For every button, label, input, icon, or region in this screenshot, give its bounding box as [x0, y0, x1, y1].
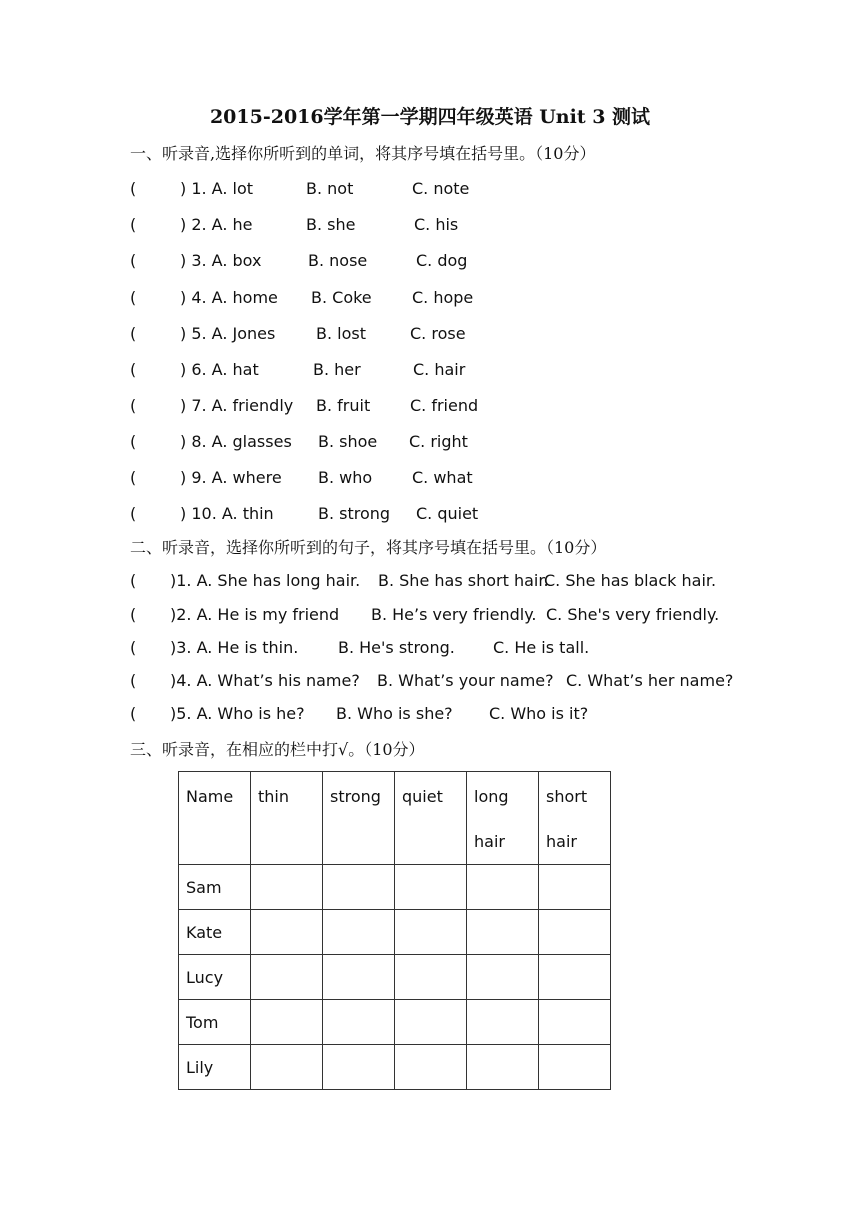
section-1-question [0, 213, 860, 237]
option-c: C. She has black hair. [544, 571, 717, 590]
option-b: B. Who is she? [336, 704, 453, 723]
tick-cell[interactable] [251, 1045, 323, 1090]
option-c: C. hair [413, 360, 466, 379]
answer-bracket[interactable]: ( [130, 671, 137, 690]
page-title: 2015-2016学年第一学期四年级英语 Unit 3 测试 [209, 106, 651, 128]
tick-cell[interactable] [395, 1045, 467, 1090]
section-1-question [0, 430, 860, 454]
tick-cell[interactable] [539, 955, 611, 1000]
column-header [467, 772, 539, 865]
option-a: ) 6. A. hat [180, 360, 259, 379]
section-1-question [0, 322, 860, 346]
tick-cell[interactable] [467, 1000, 539, 1045]
section-2-question [0, 702, 860, 726]
option-b: B. lost [316, 324, 366, 343]
option-c: C. Who is it? [489, 704, 589, 723]
option-c: C. his [414, 215, 459, 234]
answer-table [178, 771, 611, 1090]
student-name: Lucy [179, 955, 251, 1000]
option-a: )4. A. What’s his name? [170, 671, 360, 690]
option-b: B. What’s your name? [377, 671, 554, 690]
section-1-question [0, 394, 860, 418]
student-name: Tom [179, 1000, 251, 1045]
answer-bracket[interactable]: ( [130, 605, 137, 624]
option-a: ) 10. A. thin [180, 504, 274, 523]
tick-cell[interactable] [251, 955, 323, 1000]
option-c: C. friend [410, 396, 479, 415]
tick-cell[interactable] [467, 865, 539, 910]
option-a: )2. A. He is my friend [170, 605, 340, 624]
tick-cell[interactable] [467, 1045, 539, 1090]
option-b: B. not [306, 179, 354, 198]
tick-cell[interactable] [323, 1045, 395, 1090]
option-c: C. what [412, 468, 473, 487]
tick-cell[interactable] [323, 910, 395, 955]
column-header-label-line-2: hair [474, 832, 505, 851]
column-header-label: Name [186, 787, 234, 806]
option-a: )1. A. She has long hair. [170, 571, 361, 590]
tick-cell[interactable] [395, 1000, 467, 1045]
tick-cell[interactable] [539, 1000, 611, 1045]
tick-cell[interactable] [251, 1000, 323, 1045]
answer-bracket[interactable]: ( [130, 324, 137, 343]
option-a: )3. A. He is thin. [170, 638, 299, 657]
answer-bracket[interactable]: ( [130, 504, 137, 523]
section-2-heading: 二、听录音，选择你所听到的句子，将其序号填在括号里。（10分） [130, 538, 607, 557]
table-row [179, 1045, 611, 1090]
answer-bracket[interactable]: ( [130, 179, 137, 198]
student-name: Lily [179, 1045, 251, 1090]
option-c: C. note [412, 179, 470, 198]
column-header-label-line-2: hair [546, 832, 577, 851]
option-c: C. right [409, 432, 468, 451]
column-header [395, 772, 467, 865]
section-1-question [0, 358, 860, 382]
column-header-label: quiet [402, 787, 443, 806]
student-name: Sam [179, 865, 251, 910]
option-c: C. rose [410, 324, 466, 343]
option-b: B. fruit [316, 396, 371, 415]
section-2-question [0, 669, 860, 693]
option-c: C. What’s her name? [566, 671, 734, 690]
table-row [179, 865, 611, 910]
tick-cell[interactable] [323, 955, 395, 1000]
option-b: B. Coke [311, 288, 372, 307]
option-a: )5. A. Who is he? [170, 704, 305, 723]
answer-bracket[interactable]: ( [130, 571, 137, 590]
tick-cell[interactable] [395, 955, 467, 1000]
section-1-question [0, 502, 860, 526]
option-a: ) 5. A. Jones [180, 324, 276, 343]
tick-cell[interactable] [467, 910, 539, 955]
option-b: B. He's strong. [338, 638, 455, 657]
table-row [179, 1000, 611, 1045]
tick-cell[interactable] [539, 910, 611, 955]
tick-cell[interactable] [251, 910, 323, 955]
answer-bracket[interactable]: ( [130, 360, 137, 379]
column-header-label: strong [330, 787, 381, 806]
tick-cell[interactable] [395, 910, 467, 955]
option-b: B. strong [318, 504, 391, 523]
tick-cell[interactable] [539, 1045, 611, 1090]
answer-bracket[interactable]: ( [130, 251, 137, 270]
tick-cell[interactable] [467, 955, 539, 1000]
option-b: B. her [313, 360, 361, 379]
section-3-heading: 三、听录音，在相应的栏中打√。（10分） [130, 740, 425, 759]
column-header-label: long [474, 787, 509, 806]
section-1-heading: 一、听录音,选择你所听到的单词，将其序号填在括号里。（10分） [130, 144, 596, 163]
column-header [251, 772, 323, 865]
section-2-question [0, 636, 860, 660]
section-1-question [0, 286, 860, 310]
option-a: ) 2. A. he [180, 215, 253, 234]
option-b: B. she [306, 215, 356, 234]
answer-bracket[interactable]: ( [130, 432, 137, 451]
option-b: B. who [318, 468, 373, 487]
column-header [179, 772, 251, 865]
tick-cell[interactable] [323, 1000, 395, 1045]
section-1-question [0, 466, 860, 490]
table-row [179, 955, 611, 1000]
answer-bracket[interactable]: ( [130, 396, 137, 415]
answer-bracket[interactable]: ( [130, 468, 137, 487]
tick-cell[interactable] [323, 865, 395, 910]
option-b: B. nose [308, 251, 368, 270]
option-a: ) 3. A. box [180, 251, 262, 270]
column-header-label: thin [258, 787, 289, 806]
section-1-question [0, 249, 860, 273]
option-a: ) 7. A. friendly [180, 396, 294, 415]
option-b: B. shoe [318, 432, 378, 451]
column-header-label: short [546, 787, 588, 806]
table-row [179, 910, 611, 955]
answer-bracket[interactable]: ( [130, 704, 137, 723]
section-1-question [0, 177, 860, 201]
table-header-row [179, 772, 611, 865]
section-2-question [0, 603, 860, 627]
option-c: C. quiet [416, 504, 479, 523]
answer-bracket[interactable]: ( [130, 215, 137, 234]
tick-cell[interactable] [395, 865, 467, 910]
column-header [539, 772, 611, 865]
option-a: ) 4. A. home [180, 288, 278, 307]
option-a: ) 9. A. where [180, 468, 282, 487]
option-c: C. hope [412, 288, 474, 307]
answer-bracket[interactable]: ( [130, 288, 137, 307]
option-b: B. He’s very friendly. [371, 605, 537, 624]
answer-bracket[interactable]: ( [130, 638, 137, 657]
student-name: Kate [179, 910, 251, 955]
option-c: C. He is tall. [493, 638, 590, 657]
option-c: C. dog [416, 251, 468, 270]
tick-cell[interactable] [539, 865, 611, 910]
option-a: ) 8. A. glasses [180, 432, 292, 451]
section-2-question [0, 569, 860, 593]
column-header [323, 772, 395, 865]
option-b: B. She has short hair. [378, 571, 549, 590]
option-c: C. She's very friendly. [546, 605, 720, 624]
option-a: ) 1. A. lot [180, 179, 254, 198]
tick-cell[interactable] [251, 865, 323, 910]
